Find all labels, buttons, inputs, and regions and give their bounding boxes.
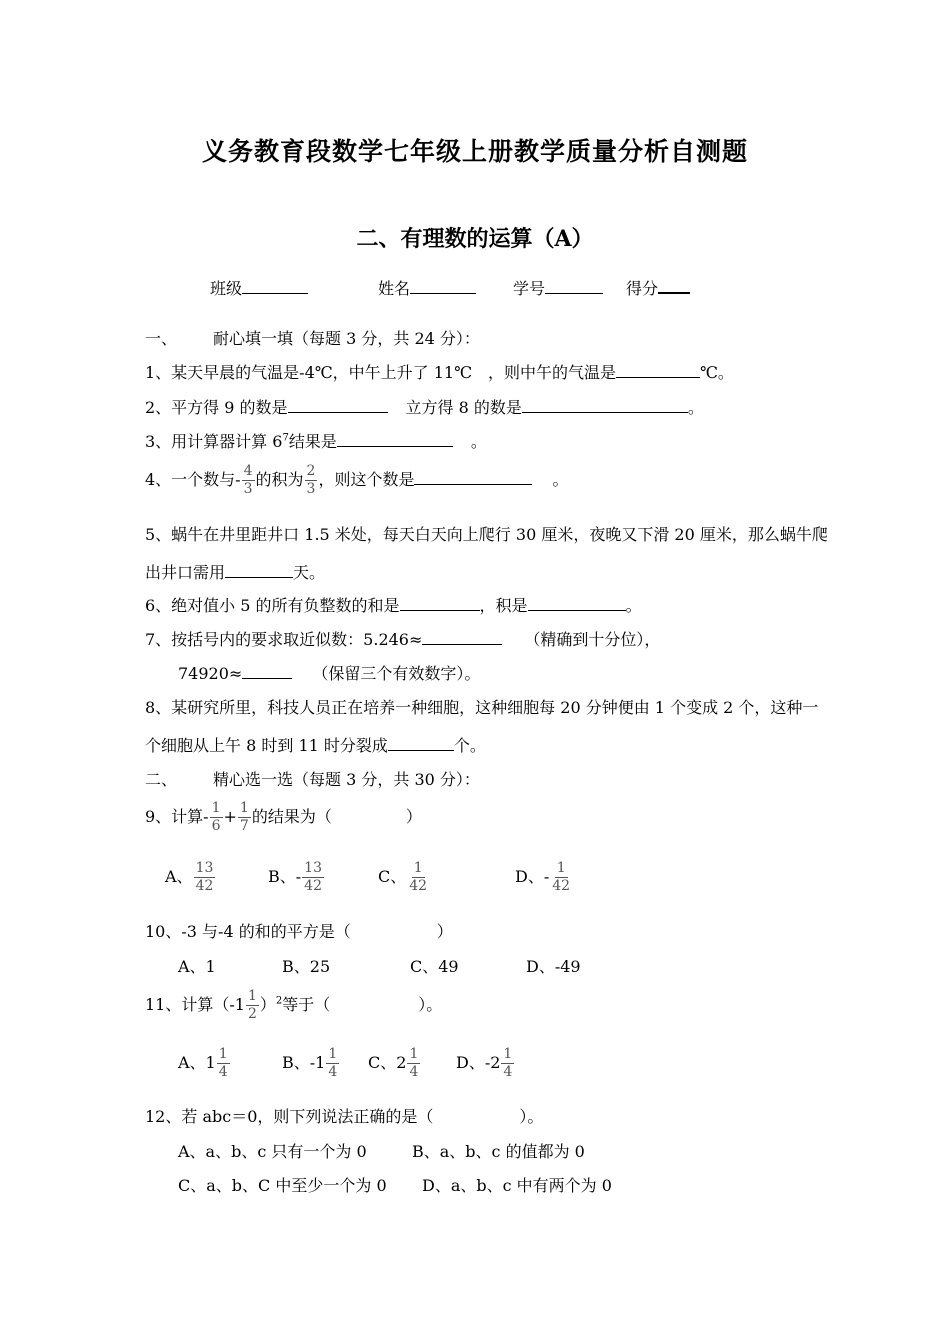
q11-option-a: A、1 $\frac{1}{4}$ [178, 1046, 228, 1080]
fraction: $\frac{1}{6}$ [211, 800, 221, 834]
q10-option-c: C、49 [410, 957, 459, 976]
q12-option-d: D、a、b、c 中有两个为 0 [422, 1176, 612, 1195]
name-field: 姓名 [378, 276, 476, 299]
section-1-heading: 一、 耐心填一填（每题 3 分，共 24 分）： [145, 329, 480, 348]
question-7-line-1: 7、按括号内的要求取近似数：5.246≈ （精确到十分位）， [145, 630, 661, 649]
q11-option-b: B、-1 $\frac{1}{4}$ [282, 1046, 338, 1080]
question-12: 12、若 abc＝0，则下列说法正确的是（ ）。 [145, 1107, 544, 1126]
score-field: 得分 [626, 276, 690, 299]
fraction: $\frac{1}{2}$ [247, 988, 257, 1022]
q9-option-a: A、 $\frac{13}{42}$ [165, 860, 214, 894]
q9-option-d: D、- $\frac{1}{42}$ [515, 860, 571, 894]
question-2: 2、平方得 9 的数是 立方得 8 的数是 。 [145, 398, 704, 417]
fraction: $\frac{2}{3}$ [306, 463, 316, 497]
question-8-line-1: 8、某研究所里，科技人员正在培养一种细胞，这种细胞每 20 分钟便由 1 个变成 2 个，这种一 [145, 698, 819, 717]
q12-option-a: A、a、b、c 只有一个为 0 [178, 1142, 367, 1161]
question-9: 9、计算- $\frac{1}{6}$ + $\frac{1}{7}$ 的结果为（ ） [145, 800, 422, 834]
question-7-line-2: 74920≈ （保留三个有效数字）。 [178, 664, 481, 683]
q10-option-a: A、1 [178, 957, 216, 976]
question-6: 6、绝对值小 5 的所有负整数的和是 ，积是 。 [145, 596, 642, 615]
q9-option-c: C、 $\frac{1}{42}$ [378, 860, 428, 894]
q11-option-c: C、2 $\frac{1}{4}$ [368, 1046, 419, 1080]
q12-option-b: B、a、b、c 的值都为 0 [412, 1142, 585, 1161]
question-11: 11、计算（-1 $\frac{1}{2}$ ）$^2$等于（ ）。 [145, 988, 443, 1022]
fraction: $\frac{1}{7}$ [239, 800, 249, 834]
question-3: 3、用计算器计算 $6^7$结果是 。 [145, 432, 487, 451]
question-1: 1、某天早晨的气温是-4℃，中午上升了 11℃ ，则中午的气温是 ℃。 [145, 363, 734, 382]
q10-option-d: D、-49 [526, 957, 581, 976]
section-subtitle: 二、有理数的运算（A） [356, 226, 594, 252]
q9-option-b: B、- $\frac{13}{42}$ [268, 860, 322, 894]
q12-option-c: C、a、b、C 中至少一个为 0 [178, 1176, 387, 1195]
q11-option-d: D、-2 $\frac{1}{4}$ [456, 1046, 513, 1080]
student-number-field: 学号 [513, 276, 603, 299]
fraction: $\frac{4}{3}$ [243, 463, 253, 497]
question-8-line-2: 个细胞从上午 8 时到 11 时分裂成 个。 [145, 736, 486, 755]
question-10: 10、-3 与-4 的和的平方是（ ） [145, 922, 453, 941]
section-2-heading: 二、 精心选一选（每题 3 分，共 30 分）： [145, 770, 480, 789]
class-field: 班级 [210, 276, 308, 299]
question-4: 4、一个数与- $\frac{4}{3}$ 的积为 $\frac{2}{3}$ ，则这个数是 。 [145, 463, 569, 497]
q10-option-b: B、25 [282, 957, 331, 976]
question-5-line-2: 出井口需用 天。 [145, 563, 326, 582]
question-5-line-1: 5、蜗牛在井里距井口 1.5 米处，每天白天向上爬行 30 厘米，夜晚又下滑 20 厘米，那么蜗牛爬 [145, 525, 828, 544]
page-title: 义务教育段数学七年级上册教学质量分析自测题 [201, 137, 748, 166]
